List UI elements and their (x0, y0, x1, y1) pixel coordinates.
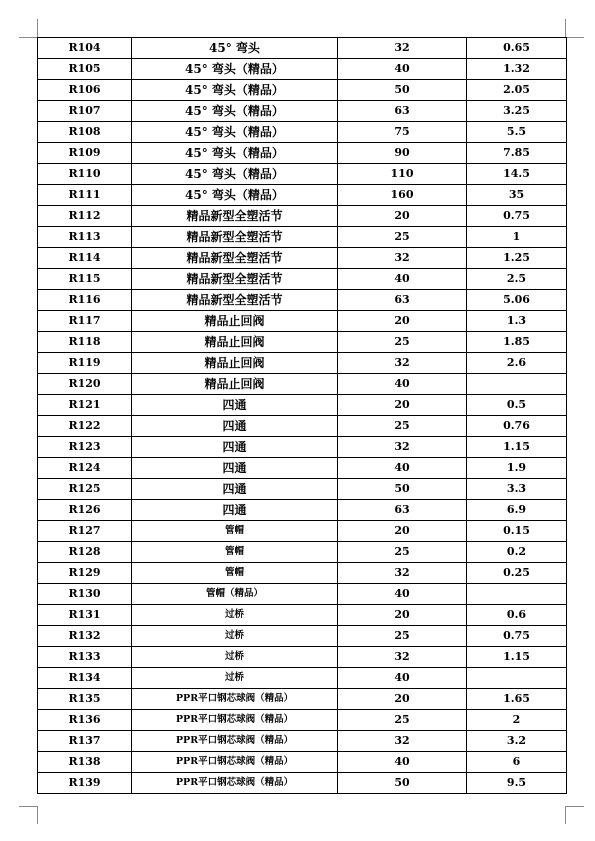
cell-item-name: 精品止回阀 (132, 332, 338, 353)
cell-item-price: 0.75 (467, 626, 567, 647)
cell-item-code: R106 (38, 80, 132, 101)
cell-item-code: R119 (38, 353, 132, 374)
cell-item-price: 14.5 (467, 164, 567, 185)
cell-item-code: R136 (38, 710, 132, 731)
cell-item-size: 25 (338, 626, 467, 647)
table-row (38, 500, 567, 521)
table-row (38, 227, 567, 248)
cell-item-price: 1.65 (467, 689, 567, 710)
table-row (38, 521, 567, 542)
cell-item-code: R108 (38, 122, 132, 143)
table-row (38, 647, 567, 668)
cell-item-name: 四通 (132, 395, 338, 416)
cell-item-size: 32 (338, 563, 467, 584)
cell-item-name: 四通 (132, 479, 338, 500)
cell-item-name: 精品止回阀 (132, 353, 338, 374)
cell-item-code: R127 (38, 521, 132, 542)
cell-item-size: 20 (338, 605, 467, 626)
cell-item-size: 40 (338, 374, 467, 395)
cell-item-price: 35 (467, 185, 567, 206)
cell-item-size: 40 (338, 668, 467, 689)
cell-item-code: R111 (38, 185, 132, 206)
cell-item-size: 110 (338, 164, 467, 185)
cell-item-name: 管帽 (132, 521, 338, 542)
cell-item-price: 1.15 (467, 437, 567, 458)
cell-item-code: R117 (38, 311, 132, 332)
cell-item-price: 0.25 (467, 563, 567, 584)
cell-item-code: R131 (38, 605, 132, 626)
table-row (38, 689, 567, 710)
table-row (38, 248, 567, 269)
cell-item-name: 四通 (132, 458, 338, 479)
table-row (38, 437, 567, 458)
crop-mark-bottom-right-v (565, 806, 566, 824)
cell-item-name: 45° 弯头（精品） (132, 122, 338, 143)
cell-item-code: R110 (38, 164, 132, 185)
cell-item-name: 精品止回阀 (132, 374, 338, 395)
cell-item-name: PPR平口钢芯球阀（精品） (132, 773, 338, 794)
cell-item-name: 管帽（精品） (132, 584, 338, 605)
cell-item-price: 1.32 (467, 59, 567, 80)
table-row (38, 206, 567, 227)
cell-item-name: 四通 (132, 416, 338, 437)
cell-item-name: 过桥 (132, 647, 338, 668)
cell-item-code: R118 (38, 332, 132, 353)
table-row (38, 563, 567, 584)
cell-item-size: 50 (338, 80, 467, 101)
table-row (38, 773, 567, 794)
cell-item-price: 0.75 (467, 206, 567, 227)
cell-item-name: 精品新型全塑活节 (132, 227, 338, 248)
cell-item-size: 20 (338, 395, 467, 416)
cell-item-price: 1.15 (467, 647, 567, 668)
cell-item-price: 9.5 (467, 773, 567, 794)
price-table (37, 37, 567, 794)
cell-item-size: 50 (338, 479, 467, 500)
cell-item-price: 2.05 (467, 80, 567, 101)
cell-item-code: R139 (38, 773, 132, 794)
cell-item-size: 20 (338, 521, 467, 542)
cell-item-name: 精品止回阀 (132, 311, 338, 332)
table-row (38, 752, 567, 773)
crop-mark-bottom-left-h (19, 806, 37, 807)
cell-item-code: R126 (38, 500, 132, 521)
cell-item-code: R130 (38, 584, 132, 605)
table-row (38, 353, 567, 374)
cell-item-name: 四通 (132, 437, 338, 458)
cell-item-price: 7.85 (467, 143, 567, 164)
table-row (38, 59, 567, 80)
cell-item-size: 32 (338, 353, 467, 374)
cell-item-code: R135 (38, 689, 132, 710)
cell-item-name: 45° 弯头（精品） (132, 164, 338, 185)
cell-item-code: R116 (38, 290, 132, 311)
cell-item-price (467, 668, 567, 689)
cell-item-code: R132 (38, 626, 132, 647)
table-row (38, 185, 567, 206)
cell-item-price: 1 (467, 227, 567, 248)
cell-item-code: R137 (38, 731, 132, 752)
cell-item-size: 40 (338, 458, 467, 479)
cell-item-price: 1.85 (467, 332, 567, 353)
cell-item-size: 32 (338, 248, 467, 269)
cell-item-size: 20 (338, 689, 467, 710)
table-row (38, 143, 567, 164)
table-row (38, 731, 567, 752)
cell-item-name: 四通 (132, 500, 338, 521)
cell-item-code: R114 (38, 248, 132, 269)
cell-item-code: R129 (38, 563, 132, 584)
cell-item-size: 40 (338, 752, 467, 773)
cell-item-name: 过桥 (132, 626, 338, 647)
cell-item-size: 25 (338, 416, 467, 437)
cell-item-code: R115 (38, 269, 132, 290)
cell-item-size: 63 (338, 101, 467, 122)
crop-mark-bottom-right-h (566, 806, 584, 807)
cell-item-size: 75 (338, 122, 467, 143)
table-row (38, 80, 567, 101)
cell-item-price: 0.5 (467, 395, 567, 416)
cell-item-size: 32 (338, 437, 467, 458)
cell-item-name: 精品新型全塑活节 (132, 290, 338, 311)
crop-mark-top-left-h (19, 37, 37, 38)
cell-item-name: 45° 弯头（精品） (132, 143, 338, 164)
table-row (38, 542, 567, 563)
cell-item-price (467, 584, 567, 605)
table-row (38, 164, 567, 185)
cell-item-price: 2.5 (467, 269, 567, 290)
cell-item-name: 管帽 (132, 542, 338, 563)
cell-item-code: R107 (38, 101, 132, 122)
cell-item-code: R105 (38, 59, 132, 80)
cell-item-size: 63 (338, 500, 467, 521)
table-row (38, 101, 567, 122)
cell-item-price: 0.6 (467, 605, 567, 626)
cell-item-size: 90 (338, 143, 467, 164)
cell-item-code: R124 (38, 458, 132, 479)
cell-item-price: 1.25 (467, 248, 567, 269)
cell-item-code: R133 (38, 647, 132, 668)
cell-item-size: 32 (338, 731, 467, 752)
cell-item-size: 32 (338, 647, 467, 668)
cell-item-price: 1.3 (467, 311, 567, 332)
cell-item-code: R109 (38, 143, 132, 164)
cell-item-name: PPR平口钢芯球阀（精品） (132, 710, 338, 731)
cell-item-price: 3.25 (467, 101, 567, 122)
cell-item-name: 过桥 (132, 605, 338, 626)
cell-item-code: R120 (38, 374, 132, 395)
crop-mark-bottom-left-v (37, 806, 38, 824)
cell-item-price: 0.65 (467, 38, 567, 59)
cell-item-name: 45° 弯头（精品） (132, 59, 338, 80)
table-row (38, 38, 567, 59)
crop-mark-top-right-h (566, 37, 584, 38)
cell-item-price: 5.06 (467, 290, 567, 311)
cell-item-size: 40 (338, 269, 467, 290)
cell-item-size: 40 (338, 584, 467, 605)
cell-item-name: PPR平口钢芯球阀（精品） (132, 731, 338, 752)
cell-item-name: 精品新型全塑活节 (132, 269, 338, 290)
cell-item-size: 40 (338, 59, 467, 80)
table-row (38, 458, 567, 479)
cell-item-name: 管帽 (132, 563, 338, 584)
cell-item-name: 精品新型全塑活节 (132, 206, 338, 227)
table-row (38, 332, 567, 353)
table-row (38, 395, 567, 416)
cell-item-name: 45° 弯头 (132, 38, 338, 59)
cell-item-price: 0.76 (467, 416, 567, 437)
cell-item-code: R128 (38, 542, 132, 563)
table-row (38, 626, 567, 647)
cell-item-size: 32 (338, 38, 467, 59)
cell-item-price: 6 (467, 752, 567, 773)
cell-item-price: 0.15 (467, 521, 567, 542)
cell-item-size: 20 (338, 206, 467, 227)
cell-item-price: 0.2 (467, 542, 567, 563)
cell-item-size: 160 (338, 185, 467, 206)
cell-item-price: 1.9 (467, 458, 567, 479)
cell-item-price: 6.9 (467, 500, 567, 521)
cell-item-code: R113 (38, 227, 132, 248)
cell-item-price: 5.5 (467, 122, 567, 143)
table-row (38, 311, 567, 332)
table-row (38, 122, 567, 143)
cell-item-price: 3.2 (467, 731, 567, 752)
cell-item-name: 精品新型全塑活节 (132, 248, 338, 269)
table-row (38, 584, 567, 605)
table-row (38, 605, 567, 626)
cell-item-size: 25 (338, 542, 467, 563)
cell-item-size: 50 (338, 773, 467, 794)
table-row (38, 269, 567, 290)
cell-item-code: R121 (38, 395, 132, 416)
cell-item-name: 45° 弯头（精品） (132, 185, 338, 206)
cell-item-name: 45° 弯头（精品） (132, 101, 338, 122)
table-row (38, 416, 567, 437)
table-row (38, 668, 567, 689)
cell-item-price (467, 374, 567, 395)
cell-item-code: R125 (38, 479, 132, 500)
crop-mark-top-left-v (37, 19, 38, 37)
table-row (38, 710, 567, 731)
cell-item-price: 2 (467, 710, 567, 731)
cell-item-name: 45° 弯头（精品） (132, 80, 338, 101)
cell-item-code: R123 (38, 437, 132, 458)
table-row (38, 290, 567, 311)
cell-item-code: R134 (38, 668, 132, 689)
cell-item-size: 25 (338, 332, 467, 353)
cell-item-code: R112 (38, 206, 132, 227)
cell-item-price: 3.3 (467, 479, 567, 500)
cell-item-name: 过桥 (132, 668, 338, 689)
cell-item-code: R138 (38, 752, 132, 773)
cell-item-code: R104 (38, 38, 132, 59)
crop-mark-top-right-v (565, 19, 566, 37)
cell-item-size: 20 (338, 311, 467, 332)
cell-item-size: 25 (338, 710, 467, 731)
cell-item-price: 2.6 (467, 353, 567, 374)
table-row (38, 374, 567, 395)
cell-item-size: 63 (338, 290, 467, 311)
cell-item-name: PPR平口钢芯球阀（精品） (132, 689, 338, 710)
cell-item-name: PPR平口钢芯球阀（精品） (132, 752, 338, 773)
cell-item-code: R122 (38, 416, 132, 437)
cell-item-size: 25 (338, 227, 467, 248)
table-row (38, 479, 567, 500)
price-table-body (38, 38, 567, 794)
